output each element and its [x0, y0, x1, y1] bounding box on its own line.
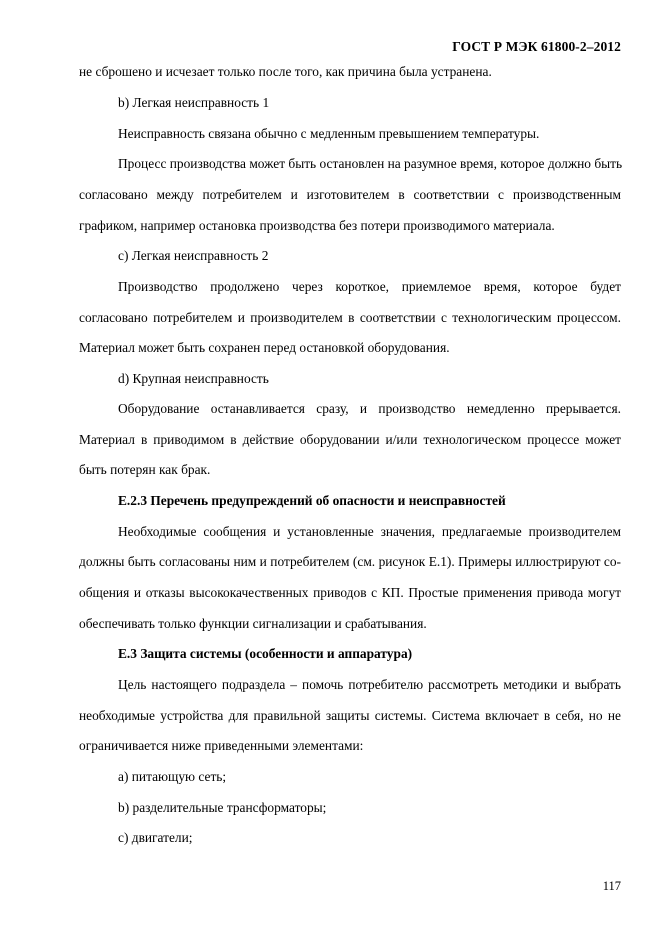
list-item-c: c) Легкая неисправность 2	[118, 248, 269, 263]
text-line: графиком, например остановка производства без потери производимого материала.	[79, 218, 555, 233]
list-item-c: c) двигатели;	[118, 830, 193, 845]
text-line: согласовано потребителем и производителем в соответствии с технологическим процессом.	[79, 310, 621, 325]
page-number: 117	[602, 879, 621, 893]
text-line: не сброшено и исчезает только после того, как причина была устранена.	[79, 64, 492, 79]
text-line: согласовано между потребителем и изготовителем в соответствии с производственным	[79, 187, 621, 202]
list-item-b: b) разделительные трансформаторы;	[118, 800, 327, 815]
list-item-b: b) Легкая неисправность 1	[118, 95, 270, 110]
text-line: должны быть согласованы ним и потребителем (см. рисунок Е.1). Примеры иллюстрируют со-	[79, 554, 621, 569]
list-item-a: a) питающую сеть;	[118, 769, 227, 784]
text-line: Материал в приводимом в действие оборудовании и/или технологическом процессе может	[79, 432, 621, 447]
document-header: ГОСТ Р МЭК 61800-2–2012	[452, 39, 621, 54]
text-line: Оборудование останавливается сразу, и производство немедленно прерывается.	[118, 401, 621, 416]
text-line: Необходимые сообщения и установленные значения, предлагаемые производителем	[118, 524, 621, 539]
text-line: обеспечивать только функции сигнализации и срабатывания.	[79, 616, 427, 631]
text-line: Цель настоящего подраздела – помочь потребителю рассмотреть методики и выбрать	[118, 677, 621, 692]
list-item-d: d) Крупная неисправность	[118, 371, 269, 386]
text-line: Процесс производства может быть остановлен на разумное время, которое должно быть	[118, 156, 623, 171]
text-line: Производство продолжено через короткое, приемлемое время, которое будет	[118, 279, 621, 294]
text-line: общения и отказы высококачественных приводов с КП. Простые применения привода могут	[79, 585, 621, 600]
section-heading-e3: Е.3 Защита системы (особенности и аппаратура)	[118, 646, 413, 661]
section-heading-e23: Е.2.3 Перечень предупреждений об опасности и неисправностей	[118, 493, 506, 508]
text-line: Неисправность связана обычно с медленным превышением температуры.	[118, 126, 540, 141]
text-line: ограничивается ниже приведенными элементами:	[79, 738, 364, 753]
text-line: Материал может быть сохранен перед остановкой оборудования.	[79, 340, 450, 355]
text-line: необходимые устройства для правильной защиты системы. Система включает в себя, но не	[79, 708, 621, 723]
text-line: быть потерян как брак.	[79, 462, 211, 477]
